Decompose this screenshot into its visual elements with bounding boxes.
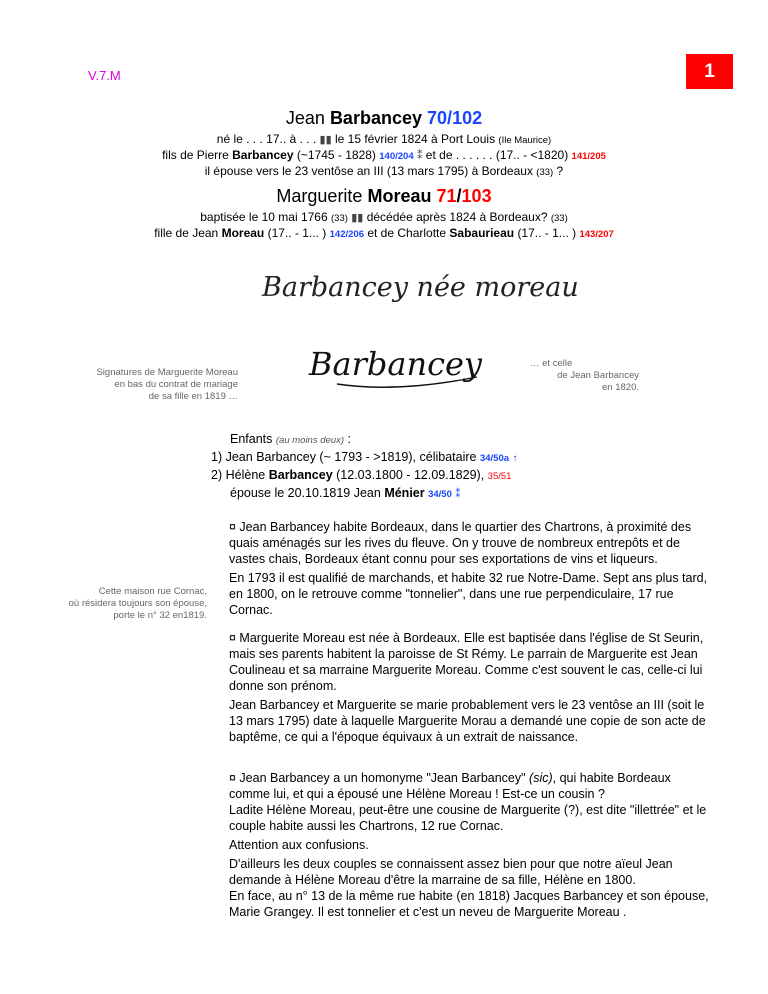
paragraph: Jean Barbancey et Marguerite se marie probablement vers le 23 ventôse an III (soit le 13 mars 1795) date à laquelle Marguerite Morau a demandé une copie de son acte de baptême, ce qui a l'époque équivaux à un extrait de naissance. — [229, 698, 706, 744]
child-ref[interactable]: 34/50a — [479, 453, 510, 464]
person1-title: Jean Barbancey 70/102 — [285, 108, 483, 128]
paragraph-block-1 — [229, 519, 709, 618]
person1-first-name: Jean — [285, 108, 325, 128]
children-title-note: (au moins deux) — [275, 435, 344, 446]
paragraph: Ladite Hélène Moreau, peut-être une cousine de Marguerite (?), est dite "illettrée" et le couple habite aussi les Chartrons, 12 rue Cornac. — [229, 803, 707, 833]
child-text: Jean Barbancey (~ 1793 - >1819), célibataire — [225, 450, 477, 464]
child-spouse-line — [211, 485, 518, 503]
paragraph-block-3 — [229, 770, 709, 920]
signature-marguerite-text: Barbancey née moreau — [262, 272, 579, 303]
person1-father-dates: (~1745 - 1828) — [296, 148, 376, 162]
p5-pre: ¤ Jean Barbancey a un homonyme "Jean Barbancey" — [229, 771, 526, 785]
paragraph-block-2 — [229, 630, 709, 745]
signature-jean-text: Barbancey — [309, 345, 482, 383]
person2-bapt-b: décédée après 1824 à Bordeaux? — [366, 210, 548, 224]
paragraph: ¤ Jean Barbancey habite Bordeaux, dans le quartier des Chartrons, à proximité des quais aménagés sur les rives du fleuve. On y trouve de nombreux entrepôts et de vastes chais, Bordeaux étant connu pour ses exportations de vins et liqueurs. — [229, 520, 692, 566]
person1-num-a[interactable]: 70 — [427, 108, 448, 128]
person1-marriage-pre: il épouse vers le 23 ventôse an III (13 mars 1795) à Bordeaux — [204, 164, 533, 178]
house-caption-line: porte le n° 32 en1819. — [113, 610, 207, 621]
paragraph: Attention aux confusions. — [229, 838, 369, 852]
person1-num-b[interactable]: 102 — [452, 108, 483, 128]
person2-surname: Moreau — [367, 186, 432, 206]
caption-right-line: de Jean Barbancey — [557, 370, 639, 381]
spouse-ref[interactable]: 34/50 — [428, 489, 452, 500]
person2-father-surname: Moreau — [221, 226, 265, 240]
document-code: V.7.M — [88, 68, 121, 83]
person2-bapt-dept2: (33) — [550, 213, 568, 224]
paragraph — [229, 770, 709, 802]
house-caption — [50, 586, 207, 622]
child-name-pre: Hélène — [225, 468, 266, 482]
p5-sic: (sic) — [529, 771, 553, 785]
signature-marguerite-image — [258, 263, 579, 307]
person1-marriage-q: ? — [556, 164, 564, 178]
person1-birth-place-note: (Ile Maurice) — [498, 135, 552, 146]
caption-left-line: de sa fille en 1819 … — [148, 391, 238, 402]
person2-first-name: Marguerite — [276, 186, 363, 206]
person2-father-dates: (17.. - 1... ) — [267, 226, 327, 240]
person2-mother-ref[interactable]: 143/207 — [579, 229, 614, 240]
person1-birth-b: le 15 février 1824 à Port Louis — [334, 132, 496, 146]
caption-left-line: en bas du contrat de mariage — [114, 379, 238, 390]
person2-father-ref[interactable]: 142/206 — [329, 229, 364, 240]
arrow-up-icon[interactable]: ↑ — [512, 453, 518, 464]
child-ref[interactable]: 35/51 — [487, 471, 512, 482]
children-title-text: Enfants — [230, 432, 273, 446]
person1-birth-a: né le . . . 17.. à . . . — [216, 132, 317, 146]
page-number-badge: 1 — [686, 54, 733, 89]
link-icon: ⁑ — [416, 150, 423, 162]
person2-bapt-dept: (33) — [331, 213, 348, 224]
signature-jean-image — [307, 337, 481, 391]
separator-icon: ▮▮ — [319, 134, 332, 146]
person2-num-a[interactable]: 71 — [436, 186, 457, 206]
caption-right-line: … et celle — [530, 358, 573, 369]
child-dates: (12.03.1800 - 12.09.1829), — [336, 468, 485, 482]
children-section — [211, 431, 518, 503]
person1-surname: Barbancey — [329, 108, 422, 128]
spouse-surname: Ménier — [384, 486, 425, 500]
person2-mother-pre: et de Charlotte — [367, 226, 447, 240]
paragraph: D'ailleurs les deux couples se connaissent assez bien pour que notre aïeul Jean demande à Hélène Moreau d'être la marraine de sa fille, Hélène en 1800. — [229, 857, 673, 887]
person1-father-pre: fils de Pierre — [162, 148, 229, 162]
caption-left-line: Signatures de Marguerite Moreau — [96, 367, 238, 378]
p5-post: , qui habite Bordeaux comme lui, et qui a épousé une Hélène Moreau ! Est-ce un cousin ? — [229, 771, 671, 801]
paragraph: En face, au n° 13 de la même rue habite (en 1818) Jacques Barbancey et son épouse, Marie Grangey. Il est tonnelier et c'est un neveu de Marguerite Moreau . — [229, 889, 709, 919]
signature-caption-left — [38, 367, 238, 403]
person1-mother-ref[interactable]: 141/205 — [571, 151, 606, 162]
paragraph: En 1793 il est qualifié de marchands, et habite 32 rue Notre-Dame. Sept ans plus tard, en 1800, on le retrouve comme "tonnelier", dans une rue perpendiculaire, 17 rue Cornac. — [229, 571, 708, 617]
person2-title: Marguerite Moreau 71/103 — [276, 186, 492, 206]
house-caption-line: où résidera toujours son épouse, — [68, 598, 207, 609]
person2-mother-surname: Sabaurieau — [449, 226, 515, 240]
person2-parents-line — [0, 225, 768, 243]
child-item — [211, 467, 518, 485]
caption-right-line: en 1820. — [602, 382, 639, 393]
child-name-surname: Barbancey — [268, 468, 333, 482]
children-title — [211, 431, 518, 449]
house-caption-line: Cette maison rue Cornac, — [98, 586, 207, 597]
person2-mother-dates: (17.. - 1... ) — [517, 226, 577, 240]
link-icon[interactable]: ⁑ — [455, 489, 461, 500]
child-num: 2) — [211, 468, 223, 482]
person1-father-surname: Barbancey — [232, 148, 294, 162]
spouse-pre: épouse le 20.10.1819 Jean — [230, 486, 381, 500]
person1-marriage-dept: (33) — [536, 167, 554, 178]
child-num: 1) — [211, 450, 223, 464]
children-title-colon: : — [347, 432, 351, 446]
person2-father-pre: fille de Jean — [154, 226, 219, 240]
separator-icon: ▮▮ — [351, 212, 364, 224]
person1-father-ref[interactable]: 140/204 — [379, 151, 414, 162]
person2-num-b[interactable]: 103 — [461, 186, 492, 206]
signature-caption-right — [530, 358, 639, 394]
person1-marriage-line — [0, 163, 768, 181]
child-item — [211, 449, 518, 467]
person2-bapt-a: baptisée le 10 mai 1766 — [200, 210, 328, 224]
paragraph: ¤ Marguerite Moreau est née à Bordeaux. Elle est baptisée dans l'église de St Seurin, mais ses parents habitent la paroisse de St Rémy. Le parrain de Marguerite est Jean Coulineau et sa marraine Marguerite Moreau. Comme c'est souvent le cas, celle-ci lui donne son prénom. — [229, 631, 704, 693]
person1-mother-text: et de . . . . . . (17.. - <1820) — [425, 148, 569, 162]
